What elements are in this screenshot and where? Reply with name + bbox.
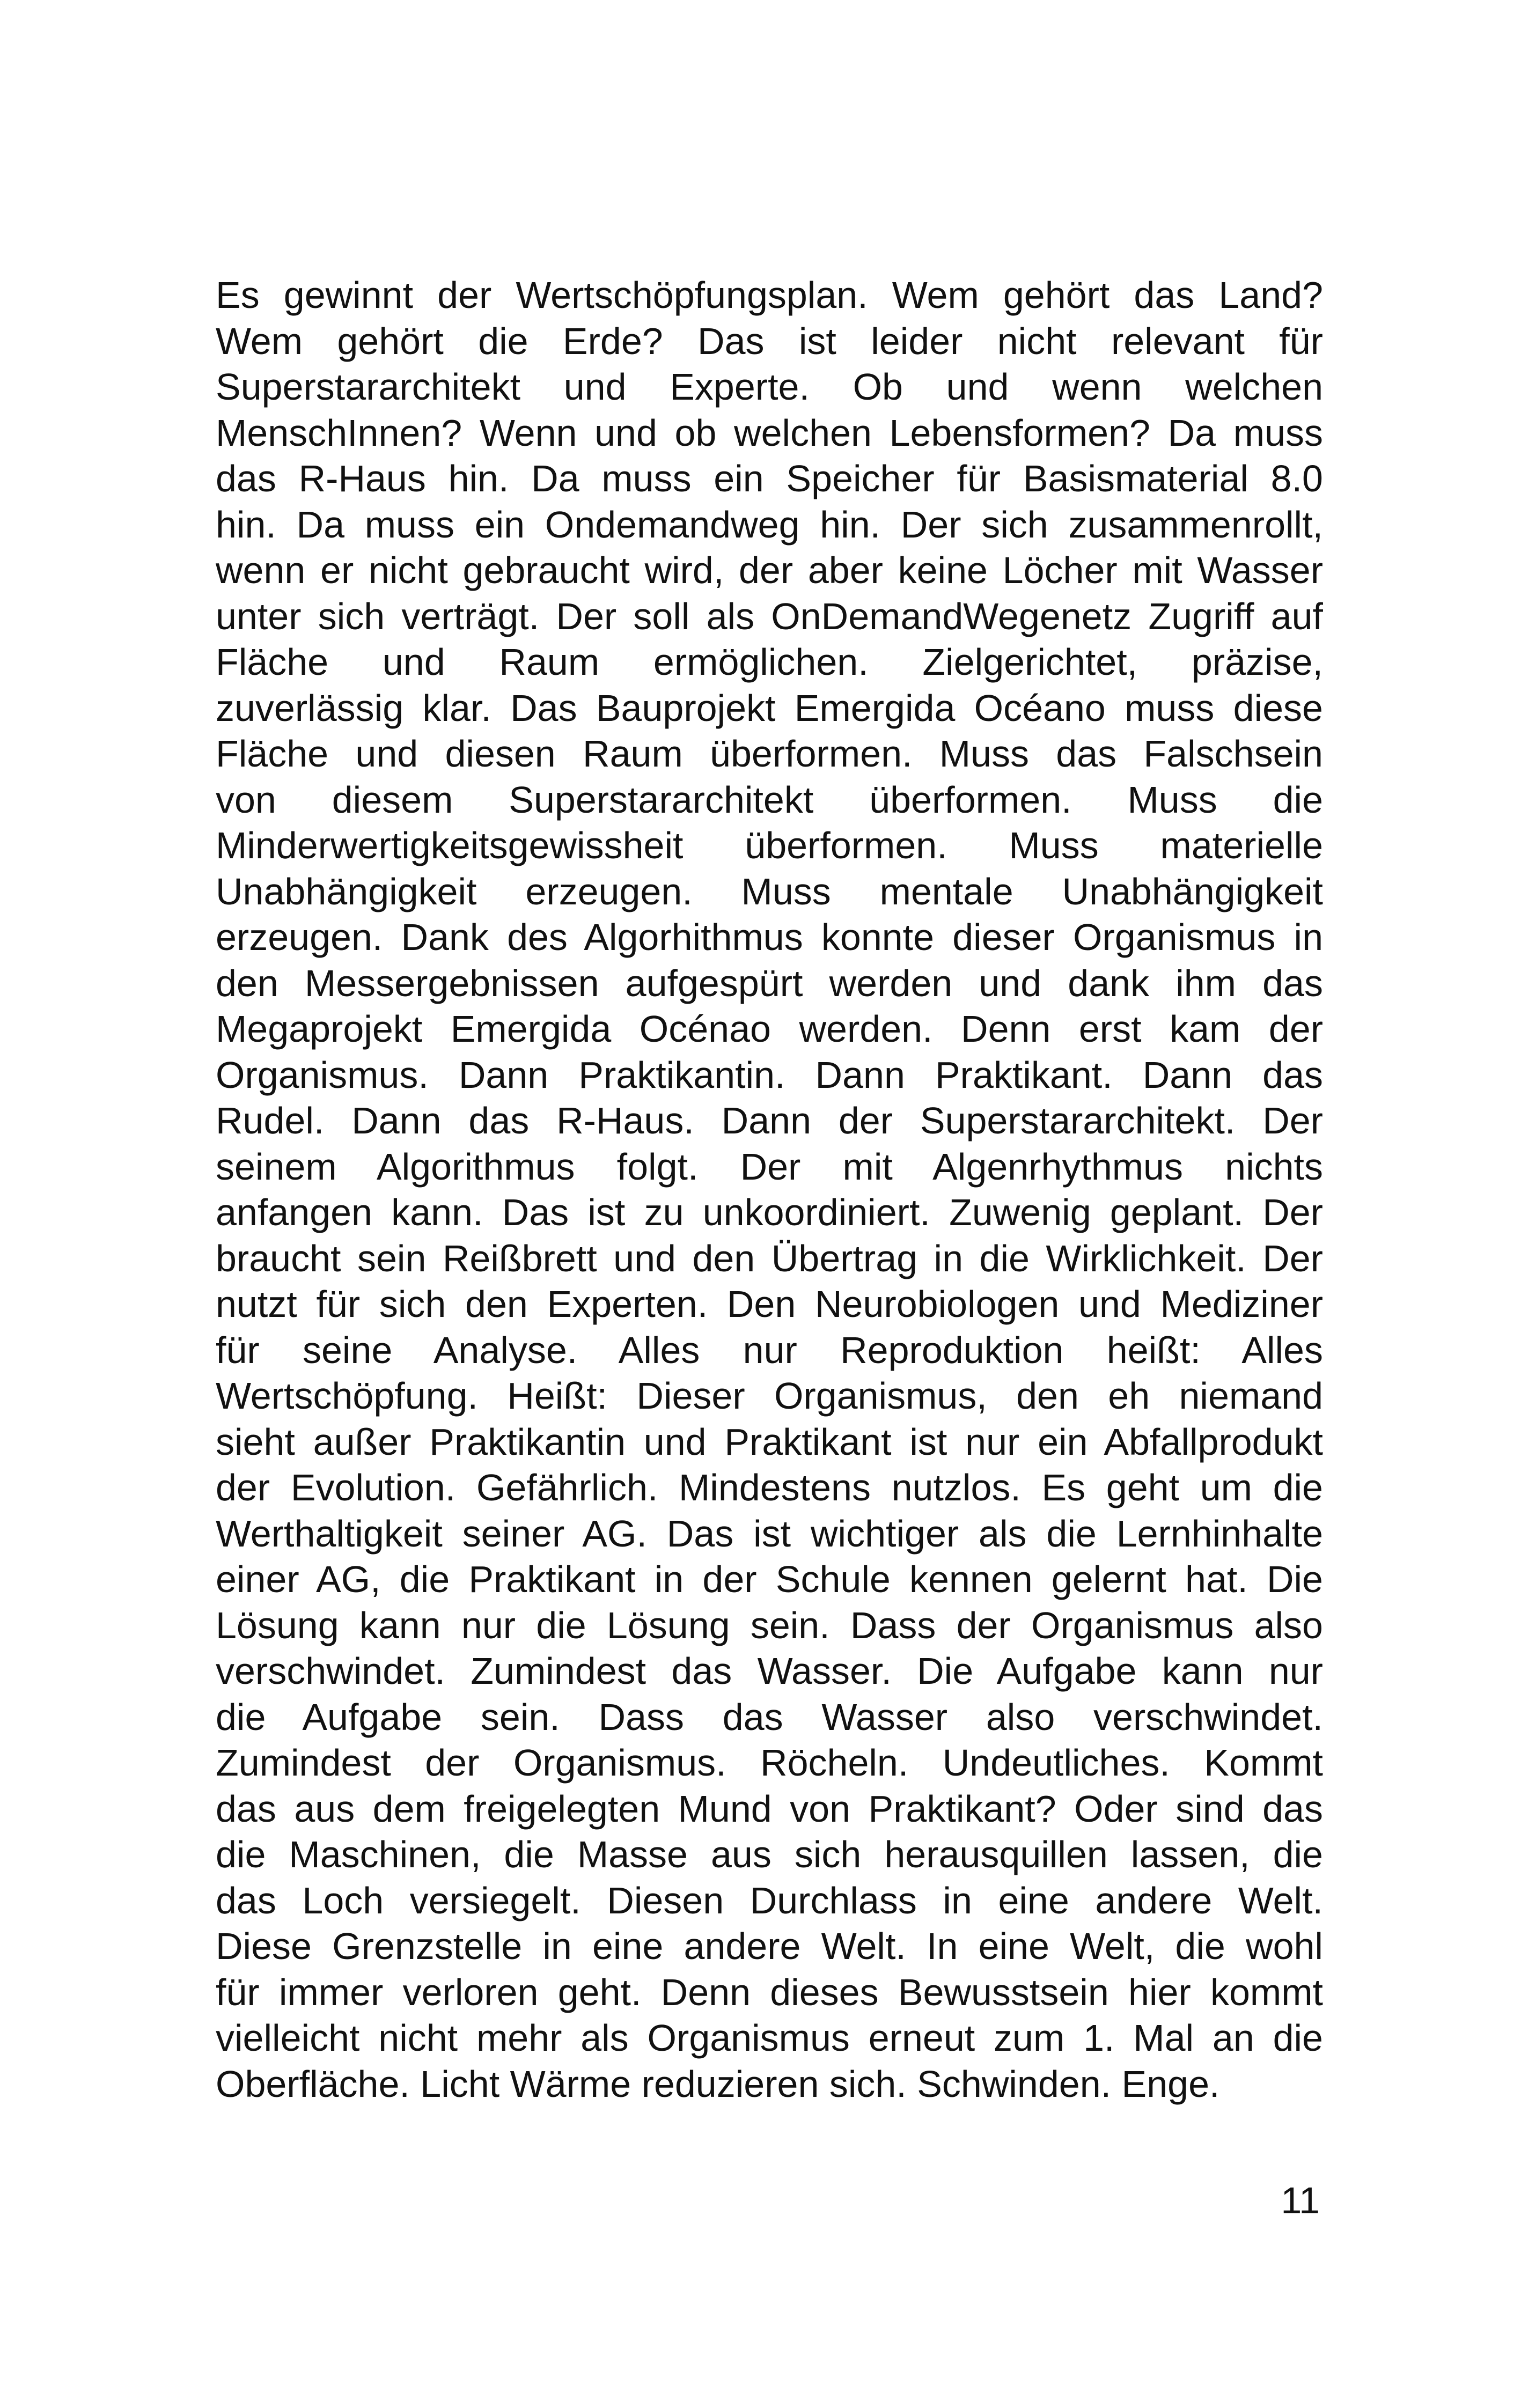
text-line: Unabhängigkeit erzeugen. Muss mentale Unabhängigkeit — [216, 870, 1323, 912]
text-line: für immer verloren geht. Denn dieses Bewusstsein hier kommt — [216, 1971, 1323, 2013]
text-line: Wertschöpfung. Heißt: Dieser Organismus, den eh niemand — [216, 1375, 1323, 1417]
text-line: die Aufgabe sein. Dass das Wasser also verschwindet. — [216, 1696, 1323, 1738]
text-line: Organismus. Dann Praktikantin. Dann Praktikant. Dann das — [216, 1054, 1323, 1096]
text-line: Werthaltigkeit seiner AG. Das ist wichtiger als die Lernhinhalte — [216, 1512, 1323, 1555]
text-line: der Evolution. Gefährlich. Mindestens nutzlos. Es geht um die — [216, 1467, 1323, 1508]
text-line: Diese Grenzstelle in eine andere Welt. In eine Welt, die wohl — [216, 1925, 1323, 1967]
text-line: Fläche und diesen Raum überformen. Muss das Falschsein — [216, 733, 1323, 775]
text-line: Lösung kann nur die Lösung sein. Dass der Organismus also — [216, 1604, 1323, 1646]
text-line: Superstararchitekt und Experte. Ob und wenn welchen — [216, 366, 1323, 408]
text-line: Fläche und Raum ermöglichen. Zielgerichtet, präzise, — [216, 641, 1323, 683]
body-text — [216, 273, 1323, 2107]
text-line: das aus dem freigelegten Mund von Praktikant? Oder sind das — [216, 1787, 1323, 1830]
text-line: von diesem Superstararchitekt überformen. Muss die — [216, 778, 1323, 821]
text-line: das R-Haus hin. Da muss ein Speicher für Basismaterial 8.0 — [216, 458, 1323, 499]
text-line: Zumindest der Organismus. Röcheln. Undeutliches. Kommt — [216, 1742, 1323, 1784]
text-line: Wem gehört die Erde? Das ist leider nicht relevant für — [216, 320, 1323, 362]
text-line: das Loch versiegelt. Diesen Durchlass in eine andere Welt. — [216, 1879, 1323, 1921]
text-line: Oberfläche. Licht Wärme reduzieren sich. Schwinden. Enge. — [216, 2063, 1220, 2105]
text-line: Megaprojekt Emergida Océnao werden. Denn erst kam der — [216, 1008, 1323, 1050]
text-line: erzeugen. Dank des Algorhithmus konnte dieser Organismus in — [216, 916, 1323, 958]
text-line: die Maschinen, die Masse aus sich herausquillen lassen, die — [216, 1833, 1323, 1875]
text-line: Es gewinnt der Wertschöpfungsplan. Wem gehört das Land? — [216, 274, 1323, 316]
text-line: wenn er nicht gebraucht wird, der aber keine Löcher mit Wasser — [216, 549, 1323, 591]
text-line: anfangen kann. Das ist zu unkoordiniert. Zuwenig geplant. Der — [216, 1191, 1323, 1233]
text-line: unter sich verträgt. Der soll als OnDemandWegenetz Zugriff auf — [216, 595, 1323, 637]
page-number: 11 — [1281, 2179, 1320, 2221]
text-line: seinem Algorithmus folgt. Der mit Algenrhythmus nichts — [216, 1145, 1323, 1188]
text-line: Rudel. Dann das R-Haus. Dann der Superstararchitekt. Der — [216, 1100, 1323, 1142]
text-line: sieht außer Praktikantin und Praktikant ist nur ein Abfallprodukt — [216, 1420, 1323, 1463]
text-line: vielleicht nicht mehr als Organismus erneut zum 1. Mal an die — [216, 2017, 1323, 2059]
text-line: MenschInnen? Wenn und ob welchen Lebensformen? Da muss — [216, 411, 1323, 454]
text-line: nutzt für sich den Experten. Den Neurobiologen und Mediziner — [216, 1283, 1323, 1325]
text-line: braucht sein Reißbrett und den Übertrag in die Wirklichkeit. Der — [216, 1237, 1323, 1279]
text-line: Minderwertigkeitsgewissheit überformen. Muss materielle — [216, 824, 1323, 866]
text-line: den Messergebnissen aufgespürt werden und dank ihm das — [216, 962, 1323, 1004]
text-line: für seine Analyse. Alles nur Reproduktion heißt: Alles — [216, 1329, 1323, 1371]
text-line: zuverlässig klar. Das Bauprojekt Emergida Océano muss diese — [216, 687, 1323, 729]
text-line: einer AG, die Praktikant in der Schule kennen gelernt hat. Die — [216, 1558, 1323, 1600]
text-line: verschwindet. Zumindest das Wasser. Die Aufgabe kann nur — [216, 1650, 1323, 1692]
text-line: hin. Da muss ein Ondemandweg hin. Der sich zusammenrollt, — [216, 503, 1323, 546]
